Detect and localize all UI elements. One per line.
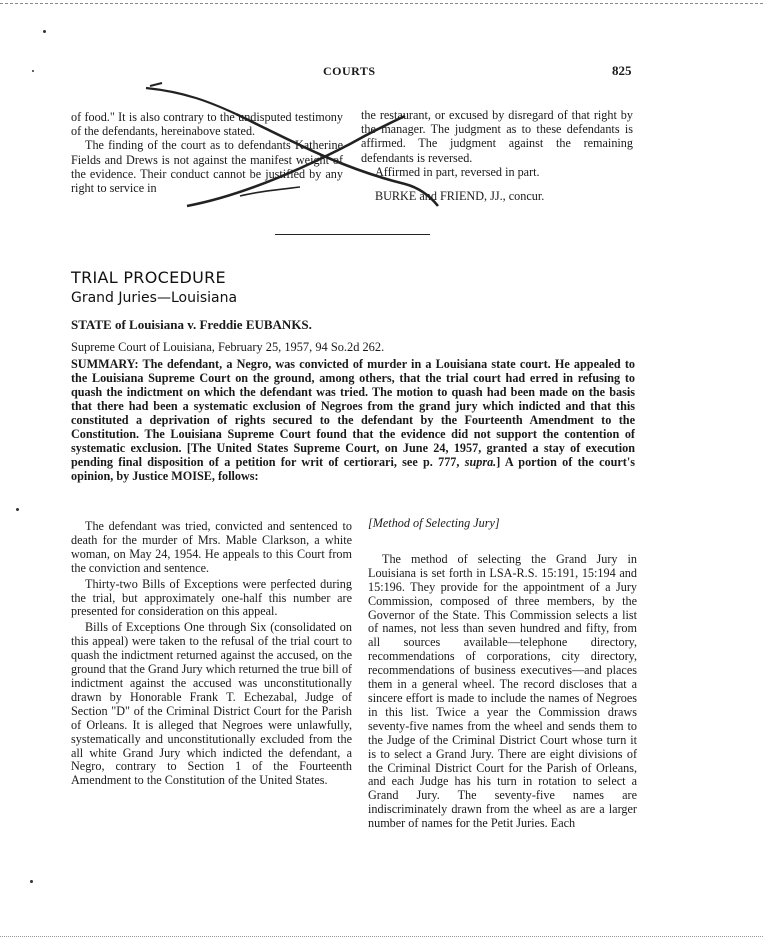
scan-speck: [30, 880, 33, 883]
paragraph: of food." It is also contrary to the undisputed testimony of the defendants, hereinabove stated.: [71, 110, 343, 139]
opinion-left-column: [71, 520, 352, 788]
section-subtitle: Grand Juries—Louisiana: [71, 290, 238, 306]
paragraph: Thirty-two Bills of Exceptions were perfected during the trial, but approximately one-half this number are presented for consideration on this appeal.: [71, 576, 352, 619]
running-head: COURTS: [323, 64, 376, 78]
paragraph: Bills of Exceptions One through Six (consolidated on this appeal) were taken to the refusal of the trial court to quash the indictment returned against the accused, on the ground that the Grand Jury which returned the true bill of indictment against the accused was unconstitutionally drawn by Honorable Frank T. Echezabal, Judge of Section "D" of the Criminal District Court for the Parish of Orleans. It is alleged that Negroes were unlawfully, systematically and unconstitutionally excluded from the all white Grand Jury which indicted the defendant, a Negro, contrary to Section 1 of the Fourteenth Amendment to the Constitution of the United States.: [71, 620, 352, 788]
concurrence-line: BURKE and FRIEND, JJ., concur.: [375, 189, 545, 204]
paragraph: The finding of the court as to defendants Katherine Fields and Drews is not against the manifest weight of the evidence. Their conduct cannot be justified by any right to service in: [71, 138, 343, 196]
top-right-column: [361, 108, 633, 203]
top-dotted-edge: [0, 3, 763, 4]
paragraph: The defendant was tried, convicted and sentenced to death for the murder of Mrs. Mable Clarkson, a white woman, on May 24, 1954. He appeals to this Court from the conviction and sentence.: [71, 519, 352, 575]
subsection-heading: [Method of Selecting Jury]: [368, 516, 500, 530]
opinion-right-column: [368, 517, 637, 831]
scan-speck: [43, 30, 46, 33]
case-summary: [71, 358, 635, 484]
bottom-dotted-edge: [0, 936, 763, 937]
section-title: TRIAL PROCEDURE: [71, 268, 226, 287]
top-left-column: [71, 110, 343, 195]
scan-speck: [16, 508, 19, 511]
summary-text: SUMMARY: The defendant, a Negro, was convicted of murder in a Louisiana state court. He appealed to the Louisiana Supreme Court on the ground, among others, that the trial court had erred in refusing to quash the indictment on which the defendant was tried. The motion to quash had been made on the basis that there had been a systematic exclusion of Negroes from the grand jury which indicted and that this constituted a deprivation of rights secured to the defendant by the Fourteenth Amendment to the Constitution. The Louisiana Supreme Court found that the evidence did not support the contention of systematic exclusion. [The United States Supreme Court, on June 24, 1957, granted a stay of execution pending final disposition of a petition for writ of certiorari, see p. 777,: [71, 357, 635, 469]
summary-supra: supra.: [464, 454, 497, 469]
court-citation: Supreme Court of Louisiana, February 25, 1957, 94 So.2d 262.: [71, 340, 385, 354]
paragraph: Affirmed in part, reversed in part.: [375, 164, 540, 179]
section-divider: [275, 234, 430, 235]
paragraph: The method of selecting the Grand Jury in Louisiana is set forth in LSA-R.S. 15:191, 15:194 and 15:196. They provide for the appointment of a Jury Commission, composed of three members, by the Governor of the State. This Commission selects a list of names, not less than seven hundred and fifty, from all sources available—telephone directory, recommendations of corporations, city directory, recommendations of business executives—and places them in a general wheel. The record discloses that a sincere effort is made to include the names of Negroes in this list. Twice a year the Commission draws seventy-five names from the wheel and sends them to the Judge of the Criminal District Court whose turn it is to select a Grand Jury. There are eight divisions of the Criminal District Court for the Parish of Orleans, and each Judge has his turn in rotation to select a Grand Jury. The seventy-five names are indiscriminately drawn from the wheel as are a larger number of names for the Petit Juries. Each: [368, 551, 637, 831]
paragraph: the restaurant, or excused by disregard of that right by the manager. The judgment as to these defendants is affirmed. The judgment against the remaining defendants is reversed.: [361, 108, 633, 165]
scan-speck: [32, 70, 34, 72]
case-name: STATE of Louisiana v. Freddie EUBANKS.: [71, 317, 312, 332]
page-number: 825: [612, 63, 632, 78]
summary-tail: ] A portion of the court's opinion, by Justice MOISE, follows:: [71, 454, 635, 483]
